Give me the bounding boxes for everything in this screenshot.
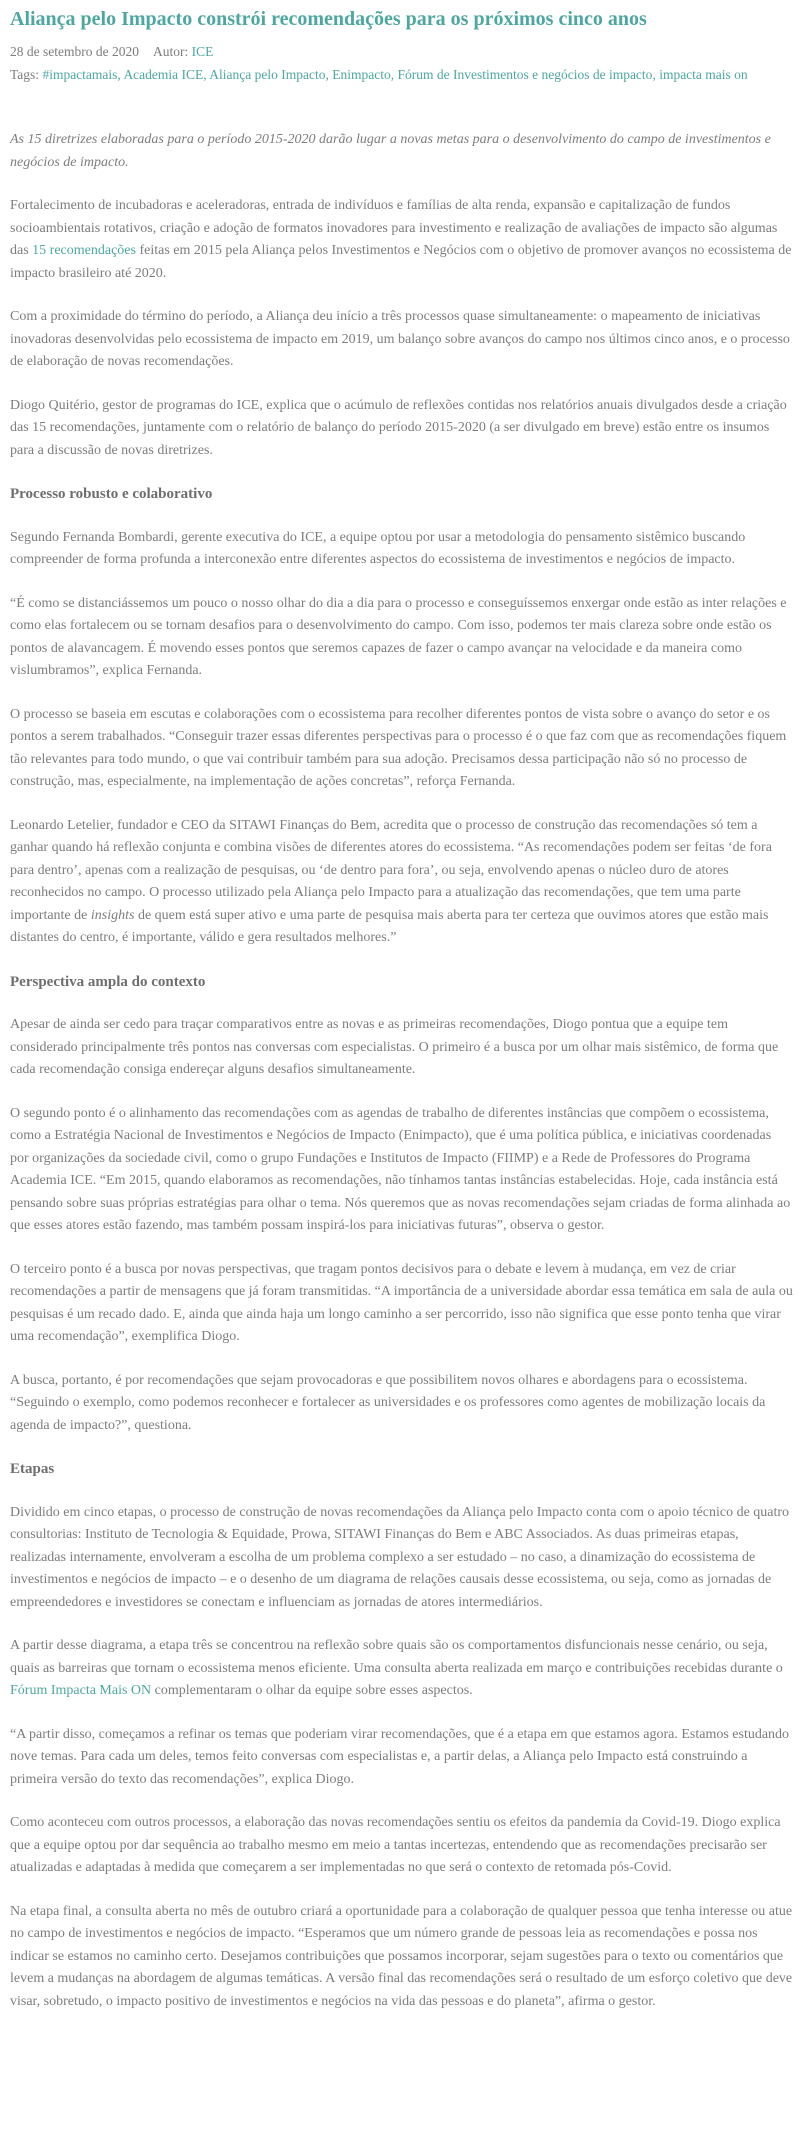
section-heading: Processo robusto e colaborativo — [10, 486, 213, 502]
lead-paragraph: As 15 diretrizes elaboradas para o período 2015-2020 darão lugar a novas metas para o desenvolvimento do campo de investimentos e negócios de impacto. — [10, 132, 771, 170]
author-label: Autor: — [152, 44, 189, 59]
article-paragraph: Segundo Fernanda Bombardi, gerente executiva do ICE, a equipe optou por usar a metodologia do pensamento sistêmico buscando compreender de forma profunda a interconexão entre diferentes aspectos do ecossistema de investimentos e negócios de impacto. — [10, 529, 746, 567]
article-paragraph: “É como se distanciássemos um pouco o nosso olhar do dia a dia para o processo e conseguíssemos enxergar onde estão as inter relações e como elas fortalecem ou se tornam desafios para o desenvolvimento do campo. Com isso, podemos ter mais clareza sobre onde estão os pontos de alavancagem. É movendo esses pontos que seremos capazes de fazer o campo avançar na velocidade e da maneira como vislumbramos”, explica Fernanda. — [10, 595, 787, 678]
article-paragraph: Apesar de ainda ser cedo para traçar comparativos entre as novas e as primeiras recomendações, Diogo pontua que a equipe tem considerado principalmente três pontos nas conversas com especialistas. O primeiro é a busca por um olhar mais sistêmico, de forma que cada recomendação consiga endereçar alguns desafios simultaneamente. — [10, 1017, 779, 1077]
tag-link[interactable]: Aliança pelo Impacto — [209, 67, 326, 82]
page-title: Aliança pelo Impacto constrói recomendações para os próximos cinco anos — [10, 8, 647, 30]
article-paragraph: Na etapa final, a consulta aberta no mês de outubro criará a oportunidade para a colaboração de qualquer pessoa que tenha interesse ou atue no campo de investimentos e negócios de impacto. “Esperamos que um número grande de pessoas leia as recomendações e possa nos indicar se estamos no caminho certo. Desejamos contribuições que possamos incorporar, sejam sugestões para o texto ou comentários que levem a mudanças na abordagem de algumas temáticas. A versão final das recomendações será o resultado de um esforço coletivo que deve visar, sobretudo, o impacto positivo de investimentos e negócios na vida das pessoas e do planeta”, afirma o gestor. — [10, 1903, 793, 2009]
inline-link[interactable]: Fórum Impacta Mais ON — [10, 1683, 152, 1698]
publish-date: 28 de setembro de 2020 — [10, 44, 139, 59]
article-paragraph: Com a proximidade do término do período, a Aliança deu início a três processos quase simultaneamente: o mapeamento de iniciativas inovadoras desenvolvidas pelo ecossistema de impacto em 2019, um balanço sobre avanços do campo nos últimos cinco anos, e o processo de elaboração de novas recomendações. — [10, 309, 790, 369]
section-heading: Etapas — [10, 1461, 55, 1477]
tags-row — [10, 65, 793, 85]
tag-link[interactable]: Academia ICE — [123, 67, 204, 82]
tag-list: #impactamais, Academia ICE, Aliança pelo Impacto, Enimpacto, Fórum de Investimentos e negócios de impacto, impacta mais on — [42, 67, 748, 82]
inline-link[interactable]: 15 recomendações — [32, 243, 136, 258]
section-heading: Perspectiva ampla do contexto — [10, 973, 206, 990]
tags-label: Tags: — [10, 67, 40, 82]
tag-link[interactable]: Enimpacto — [332, 67, 391, 82]
article-paragraph: Diogo Quitério, gestor de programas do ICE, explica que o acúmulo de reflexões contidas nos relatórios anuais divulgados desde a criação das 15 recomendações, juntamente com o relatório de balanço do período 2015-2020 (a ser divulgado em breve) estão entre os insumos para a discussão de novas diretrizes. — [10, 397, 787, 458]
author-link[interactable]: ICE — [191, 44, 214, 59]
article-paragraph: Dividido em cinco etapas, o processo de construção de novas recomendações da Aliança pelo Impacto conta com o apoio técnico de quatro consultorias: Instituto de Tecnologia & Equidade, Prowa, SITAWI Finanças do Bem e ABC Associados. As duas primeiras etapas, realizadas internamente, envolveram a escolha de um problema complexo a ser estudado – no caso, a dinamização do ecossistema de investimentos e negócios de impacto – e o desenho de um diagrama de relações causais desse ecossistema, ou seja, como as jornadas de empreendedores e investidores se conectam e influenciam as jornadas de atores intermediários. — [10, 1504, 790, 1610]
tag-link[interactable]: #impactamais — [42, 67, 118, 82]
article-paragraph: Leonardo Letelier, fundador e CEO da SITAWI Finanças do Bem, acredita que o processo de construção das recomendações só tem a ganhar quando há reflexão conjunta e combina visões de diferentes atores do ecossistema. “As recomendações podem ser feitas ‘de fora para dentro’, apenas com a realização de pesquisas, ou ‘de dentro para fora’, ou seja, envolvendo apenas o núcleo duro de atores reconhecidos no campo. O processo utilizado pela Aliança pelo Impacto para a atualização das recomendações, que tem uma parte importante de insights de quem está super ativo e uma parte de pesquisa mais aberta para ter certeza que ouvimos atores que estão mais distantes do centro, é importante, válido e gera resultados melhores.” — [10, 817, 772, 945]
emphasized-text: insights — [90, 907, 135, 923]
article-paragraph: “A partir disso, começamos a refinar os temas que poderiam virar recomendações, que é a etapa em que estamos agora. Estamos estudando nove temas. Para cada um deles, temos feito conversas com especialistas e, a partir delas, a Aliança pelo Impacto está construindo a primeira versão do texto das recomendações”, explica Diogo. — [10, 1726, 790, 1787]
tag-link[interactable]: Fórum de Investimentos e negócios de impacto — [397, 67, 653, 82]
tag-link[interactable]: impacta mais on — [659, 67, 748, 82]
article-meta — [10, 42, 793, 62]
article-paragraph: Como aconteceu com outros processos, a elaboração das novas recomendações sentiu os efeitos da pandemia da Covid-19. Diogo explica que a equipe optou por dar sequência ao trabalho mesmo em meio a tantas incertezas, entendendo que as recomendações precisarão ser atualizadas e adaptadas à medida que começarem a ser implementadas no que será o contexto de retomada pós-Covid. — [10, 1815, 781, 1875]
article-paragraph: O processo se baseia em escutas e colaborações com o ecossistema para recolher diferentes pontos de vista sobre o avanço do setor e os pontos a serem trabalhados. “Conseguir trazer essas diferentes perspectivas para o processo é o que faz com que as recomendações fiquem tão relevantes para todo mundo, o que vai contribuir também para sua adoção. Precisamos dessa participação não só no processo de construção, mas, especialmente, na implementação de ações concretas”, reforça Fernanda. — [10, 706, 787, 789]
article-paragraph: Fortalecimento de incubadoras e aceleradoras, entrada de indivíduos e famílias de alta renda, expansão e capitalização de fundos socioambientais rotativos, criação e adoção de formatos inovadores para investimento e realização de avaliações de impacto são algumas das 15 recomendações feitas em 2015 pela Aliança pelos Investimentos e Negócios com o objetivo de promover avanços no ecossistema de impacto brasileiro até 2020. — [10, 198, 792, 281]
article-paragraph: A busca, portanto, é por recomendações que sejam provocadoras e que possibilitem novos olhares e abordagens para o ecossistema. “Seguindo o exemplo, como podemos reconhecer e fortalecer as universidades e os professores como agentes de mobilização locais da agenda de impacto?”, questiona. — [10, 1372, 766, 1433]
article-paragraph: O segundo ponto é o alinhamento das recomendações com as agendas de trabalho de diferentes instâncias que compõem o ecossistema, como a Estratégia Nacional de Investimentos e Negócios de Impacto (Enimpacto), que é uma política pública, e iniciativas coordenadas por organizações da sociedade civil, como o grupo Fundações e Institutos de Impacto (FIIMP) e a Rede de Professores do Programa Academia ICE. “Em 2015, quando elaboramos as recomendações, não tínhamos tantas instâncias estabelecidas. Hoje, cada instância está pensando sobre suas próprias estratégias para olhar o tema. Nós queremos que as novas recomendações sejam criadas de forma alinhada ao que esses atores estão fazendo, mas também possam inspirá-los para iniciativas futuras”, observa o gestor. — [10, 1105, 791, 1233]
article-paragraph: A partir desse diagrama, a etapa três se concentrou na reflexão sobre quais são os comportamentos disfuncionais nesse cenário, ou seja, quais as barreiras que tornam o ecossistema menos eficiente. Uma consulta aberta realizada em março e contribuições recebidas durante o Fórum Impacta Mais ON complementaram o olhar da equipe sobre esses aspectos. — [10, 1638, 783, 1698]
article-paragraph: O terceiro ponto é a busca por novas perspectivas, que tragam pontos decisivos para o debate e levem à mudança, em vez de criar recomendações a partir de mensagens que já foram transmitidas. “A importância de a universidade abordar essa temática em sala de aula ou pesquisas é um recado dado. E, ainda que ainda haja um longo caminho a ser percorrido, isso não significa que esse ponto tenha que virar uma recomendação”, exemplifica Diogo. — [10, 1261, 793, 1344]
article-body — [10, 129, 793, 2013]
